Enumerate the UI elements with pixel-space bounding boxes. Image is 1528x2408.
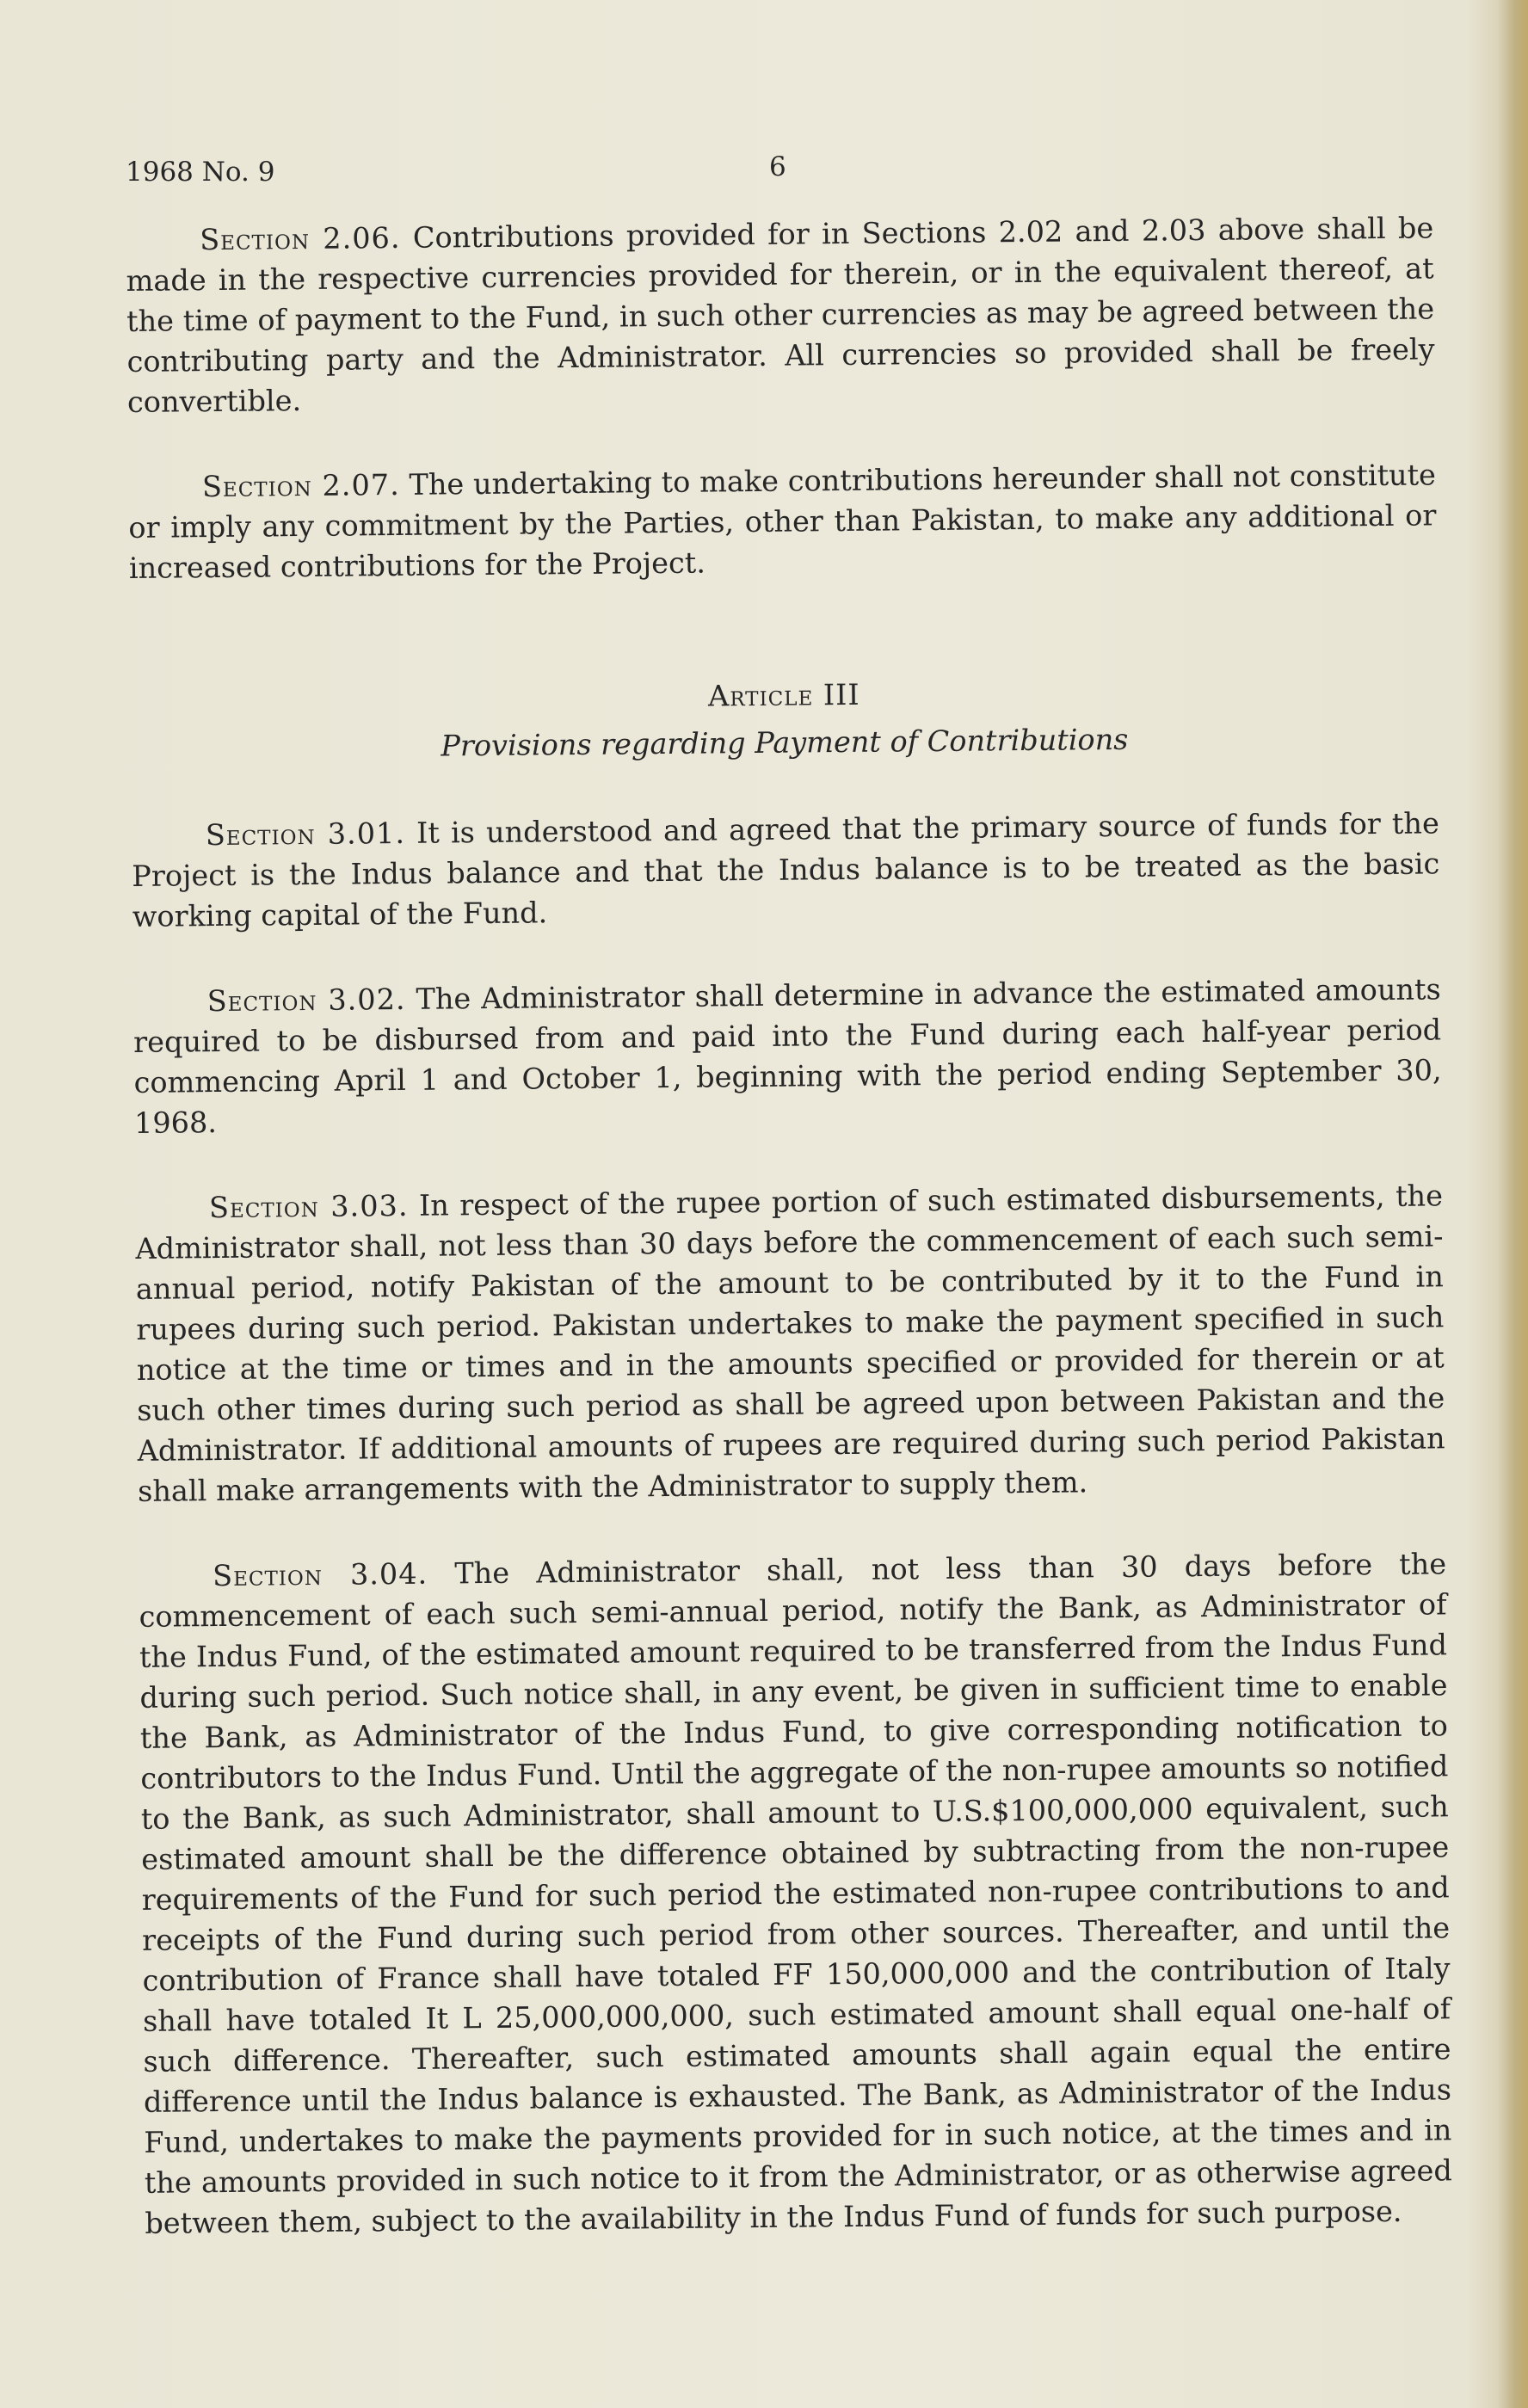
section-text: In respect of the rupee portion of such estimated disbursements, the Administrator shall, not less than 30 days before the commencement of each such semi-annual period, notify Pakistan of the amount to be contributed by it to the Fund in rupees during such period. Pakistan undertakes to make the payment specified in such notice at the time or times and in the amounts specified or provided for therein or at such other times during such period as shall be agreed upon between Pakistan and the Administrator. If additional amounts of rupees are required during such period Pakistan shall make arrangements with the Administrator to supply them.: [135, 1179, 1445, 1508]
article-title: Article III: [707, 677, 860, 713]
header-year-number: 1968 No. 9: [126, 157, 275, 188]
section-heading: Section 2.07.: [201, 467, 400, 504]
section-3-04: [139, 1543, 1453, 2244]
section-2-07: [128, 454, 1437, 588]
page-header: [126, 151, 1433, 200]
section-heading: Section 3.02.: [206, 982, 406, 1019]
section-3-01: [132, 803, 1440, 937]
section-text: The Administrator shall, not less than 30 days before the commencement of each such semi-annual period, notify the Bank, as Administrator of the Indus Fund, of the estimated amount required to be transferred from the Indus Fund during such period. Such notice shall, in any event, be given in sufficient time to enable the Bank, as Administrator of the Indus Fund, to give corresponding notification to contributors to the Indus Fund. Until the aggregate of the non-rupee amounts so notified to the Bank, as such Administrator, shall amount to U.S.$100,000,000 equivalent, such estimated amount shall be the difference obtained by subtracting from the non-rupee requirements of the Fund for such period the estimated non-rupee contributions to and receipts of the Fund during such period from other sources. Thereafter, and until the contribution of France shall have totaled FF 150,000,000 and the contribution of Italy shall have totaled It L 25,000,000,000, such estimated amount shall equal one-half of such difference. Thereafter, such estimated amounts shall again equal the entire difference until the Indus balance is exhausted. The Bank, as Administrator of the Indus Fund, undertakes to make the payments provided for in such notice, at the times and in the amounts provided in such notice to it from the Administrator, or as otherwise agreed between them, subject to the availability in the Indus Fund of funds for such purpose.: [139, 1547, 1453, 2240]
section-2-06: [126, 207, 1435, 422]
section-3-03: [135, 1175, 1446, 1512]
page-number: 6: [769, 151, 786, 182]
document-body: [126, 207, 1453, 2288]
section-heading: Section 3.04.: [212, 1556, 428, 1593]
section-heading: Section 3.01.: [205, 816, 406, 853]
section-text: Contributions provided for in Sections 2.02 and 2.03 above shall be made in the respective currencies provided for therein, or in the equivalent thereof, at the time of payment to the Fund, in such other currencies as may be agreed between the contributing party and the Administrator. All currencies so provided shall be freely convertible.: [126, 211, 1435, 419]
page-edge-shadow: [1497, 0, 1528, 2408]
section-text: The Administrator shall determine in advance the estimated amounts required to be disbursed from and paid into the Fund during each half-year period commencing April 1 and October 1, beginning with the period ending September 30, 1968.: [132, 972, 1442, 1140]
section-heading: Section 3.03.: [208, 1188, 409, 1225]
section-heading: Section 2.06.: [200, 220, 401, 257]
section-text: The undertaking to make contributions hereunder shall not constitute or imply any commitment by the Parties, other than Pakistan, to make any additional or increased contributions for the Project.: [128, 458, 1437, 585]
section-3-02: [132, 969, 1442, 1143]
article-subtitle: Provisions regarding Payment of Contributions: [441, 722, 1129, 763]
section-text: It is understood and agreed that the primary source of funds for the Project is the Indus balance and that the Indus balance is to be treated as the basic working capital of the Fund.: [132, 806, 1440, 933]
